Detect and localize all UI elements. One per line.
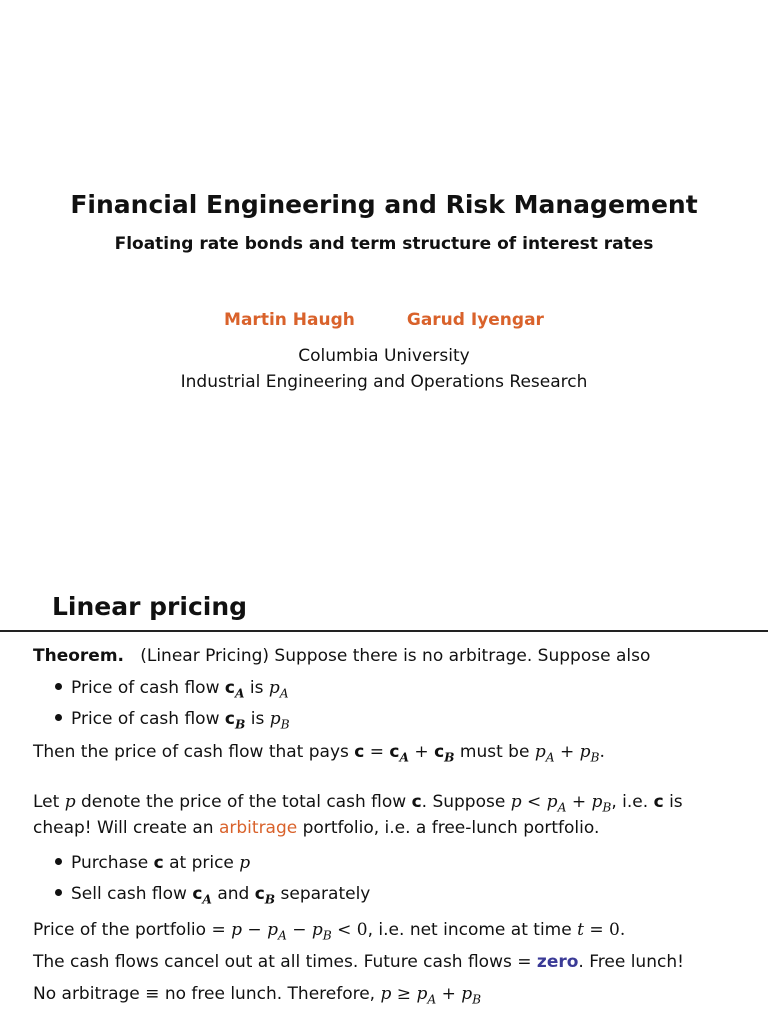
text-run: , i.e.	[611, 792, 649, 812]
text-run: cheap! Will create an	[33, 818, 214, 838]
math-expr: $c_A$	[389, 742, 409, 765]
text-run: . Free lunch!	[578, 952, 684, 972]
bullet-text: Purchase	[71, 853, 149, 873]
text-line	[33, 818, 599, 838]
text-line: No arbitrage ≡ no free lunch. Therefore, $p \ge p_A + p_B$	[33, 984, 482, 1007]
text-line: The cash flows cancel out at all times. Future cash flows = zero. Free lunch!	[33, 952, 684, 972]
bullet-text: at price	[169, 853, 234, 873]
text-run: must be	[459, 742, 530, 762]
author-2: Garud Iyengar	[406, 310, 544, 330]
presentation-subtitle: Floating rate bonds and term structure of interest rates	[114, 234, 654, 254]
presentation-title: Financial Engineering and Risk Management	[70, 190, 698, 219]
bullet-text: is	[249, 678, 264, 698]
math-expr: $c_B$	[224, 709, 246, 732]
bullet-item: Purchase c at price p	[55, 853, 250, 873]
bullet-dot	[55, 889, 62, 896]
affiliation	[0, 343, 768, 395]
text-run: Let	[33, 792, 60, 812]
bullet-text: is	[250, 709, 265, 729]
theorem-label: Theorem.	[33, 646, 124, 666]
bullet-text: Price of cash flow	[71, 678, 220, 698]
math-expr: $c_A$	[224, 678, 245, 701]
math-expr: $p_A$	[268, 678, 289, 701]
math-expr: $c_B$	[434, 742, 455, 765]
theorem-text: (Linear Pricing) Suppose there is no arbitrage. Suppose also	[140, 646, 651, 666]
text-run: The cash flows cancel out at all times. Future cash flows	[33, 952, 512, 972]
slide-heading: Linear pricing	[52, 592, 248, 621]
author-1: Martin Haugh	[224, 310, 355, 330]
text-line: Then the price of cash flow that pays $c = c_A + c_B$ must be $p_A + p_B$.	[33, 742, 605, 765]
text-run: . Suppose	[421, 792, 506, 812]
text-run: No arbitrage	[33, 984, 140, 1004]
bullet-item: Sell cash flow $c_A$ and $c_B$ separately	[55, 884, 370, 904]
bullet-text: Price of cash flow	[71, 709, 220, 729]
text-run: , i.e. net income at time	[367, 920, 572, 940]
bullet-dot	[55, 714, 62, 721]
bullet-text: and	[217, 884, 250, 904]
bullet-text: separately	[280, 884, 371, 904]
bullet-item	[55, 678, 289, 701]
text-run: portfolio, i.e. a free-lunch portfolio.	[302, 818, 600, 838]
math-expr: $p_A$	[534, 742, 555, 765]
math-expr: c	[354, 742, 365, 762]
bullet-dot	[55, 858, 62, 865]
text-line: Price of the portfolio = $p - p_A - p_B < 0$, i.e. net income at time t = 0.	[33, 920, 626, 943]
bullet-item	[55, 709, 290, 732]
bullet-dot	[55, 683, 62, 690]
university: Columbia University	[298, 346, 470, 366]
text-run: no free lunch. Therefore,	[164, 984, 376, 1004]
text-run: Then the price of cash flow that pays	[33, 742, 349, 762]
text-run: denote the price of the total cash flow	[81, 792, 407, 812]
math-expr: $p_B$	[269, 709, 290, 732]
department: Industrial Engineering and Operations Research	[180, 372, 588, 392]
text-run: is	[669, 792, 683, 812]
text-line: Let p denote the price of the total cash flow c. Suppose $p < p_A + p_B$, i.e. c is	[33, 792, 683, 815]
zero-highlight: zero	[536, 952, 579, 972]
theorem-line	[33, 646, 650, 666]
authors	[0, 310, 768, 330]
text-run: Price of the portfolio	[33, 920, 207, 940]
bullet-text: Sell cash flow	[71, 884, 187, 904]
heading-divider	[0, 630, 768, 632]
linear-pricing-slide	[0, 580, 768, 1024]
arbitrage-link: arbitrage	[218, 818, 298, 838]
